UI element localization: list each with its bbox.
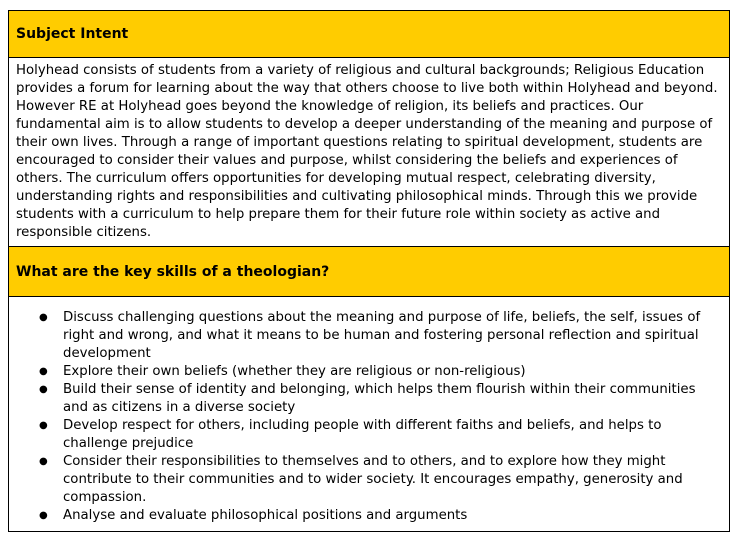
key-skills-cell bbox=[9, 297, 730, 532]
key-skills-header-row bbox=[9, 247, 730, 297]
subject-intent-body-row bbox=[9, 58, 730, 247]
skill-item: ● Explore their own beliefs (whether they are religious or non-religious) bbox=[63, 363, 722, 381]
key-skills-list bbox=[16, 309, 722, 525]
key-skills-body-row bbox=[9, 297, 730, 532]
curriculum-table bbox=[8, 10, 730, 532]
key-skills-heading: What are the key skills of a theologian? bbox=[9, 247, 730, 297]
skill-item: ● Build their sense of identity and belonging, which helps them flourish within their communities and as citizens in a diverse society bbox=[63, 381, 722, 417]
skill-item: ● Analyse and evaluate philosophical positions and arguments bbox=[63, 507, 722, 525]
skill-item: ● Consider their responsibilities to themselves and to others, and to explore how they might contribute to their communities and to wider society. It encourages empathy, generosity and compassion. bbox=[63, 453, 722, 507]
skill-item: ● Develop respect for others, including people with different faiths and beliefs, and helps to challenge prejudice bbox=[63, 417, 722, 453]
skill-item: ● Discuss challenging questions about the meaning and purpose of life, beliefs, the self, issues of right and wrong, and what it means to be human and fostering personal reflection and spiritual development bbox=[63, 309, 722, 363]
subject-intent-text: Holyhead consists of students from a variety of religious and cultural backgrounds; Religious Education provides a forum for learning about the way that others choose to live both within Holyhead and beyond. However RE at Holyhead goes beyond the knowledge of religion, its beliefs and practices. Our fundamental aim is to allow students to develop a deeper understanding of the meaning and purpose of their own lives. Through a range of important questions relating to spiritual development, students are encouraged to consider their values and purpose, whilst considering the beliefs and experiences of others. The curriculum offers opportunities for developing mutual respect, celebrating diversity, understanding rights and responsibilities and cultivating philosophical minds. Through this we provide students with a curriculum to help prepare them for their future role within society as active and responsible citizens. bbox=[9, 58, 730, 247]
subject-intent-header-row bbox=[9, 11, 730, 58]
subject-intent-heading: Subject Intent bbox=[9, 11, 730, 58]
